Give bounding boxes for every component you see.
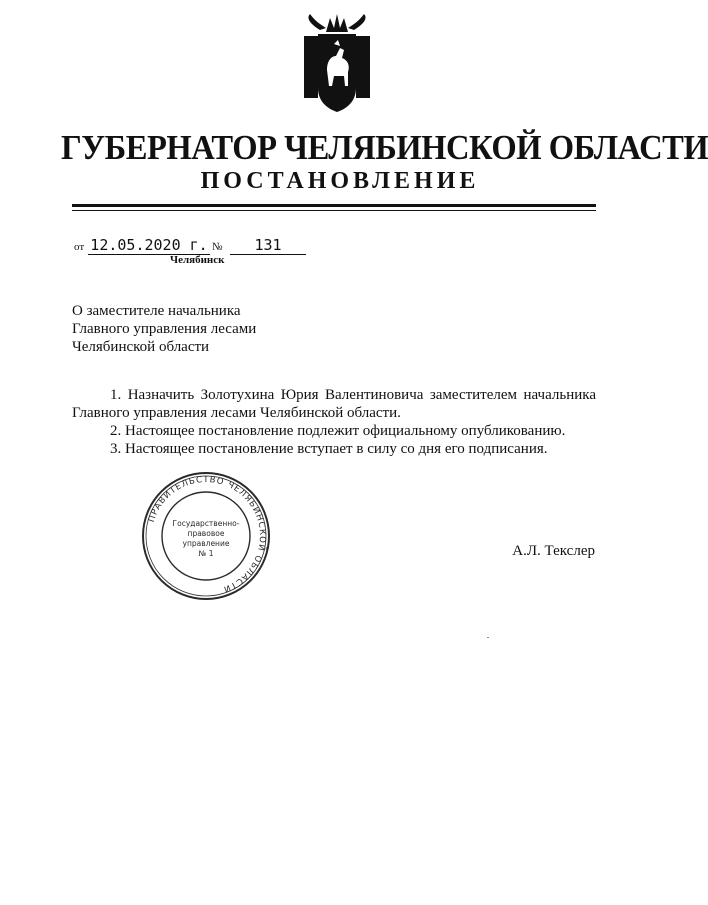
document-subject xyxy=(72,302,256,356)
body-paragraph: 2. Настоящее постановление подлежит официальному опубликованию. xyxy=(110,423,566,439)
stamp-outer-text: ПРАВИТЕЛЬСТВО ЧЕЛЯБИНСКОЙ ОБЛАСТИ xyxy=(146,474,268,595)
registration-line xyxy=(72,236,312,256)
stamp-inner-line: Государственно- xyxy=(172,519,240,528)
city-name: Челябинск xyxy=(170,254,225,266)
stamp-inner-line: № 1 xyxy=(198,549,214,558)
issuer-title: ГУБЕРНАТОР ЧЕЛЯБИНСКОЙ ОБЛАСТИ xyxy=(61,128,708,167)
subject-line: О заместителе начальника xyxy=(72,303,241,319)
subject-line: Челябинской области xyxy=(72,339,210,355)
scan-speck xyxy=(487,637,489,638)
header-divider-thin xyxy=(72,210,596,211)
body-paragraph: 3. Настоящее постановление вступает в силу со дня его подписания. xyxy=(110,441,548,457)
body-paragraph: 1. Назначить Золотухина Юрия Валентиновича заместителем начальника Главного управления лесами Челябинской области. xyxy=(72,387,596,421)
header-divider-thick xyxy=(72,204,596,207)
document-type: ПОСТАНОВЛЕНИЕ xyxy=(200,168,480,194)
signatory-name: А.Л. Текслер xyxy=(512,543,595,559)
coat-of-arms-emblem xyxy=(296,10,378,114)
subject-line: Главного управления лесами xyxy=(72,321,257,337)
number-prefix: № xyxy=(212,241,223,253)
document-date: 12.05.2020 г. xyxy=(88,236,210,255)
document-number: 131 xyxy=(230,236,306,255)
document-body xyxy=(72,386,596,458)
stamp-inner-line: правовое xyxy=(187,529,225,538)
stamp-inner-line: управление xyxy=(182,539,230,548)
date-prefix: от xyxy=(74,241,85,253)
official-stamp xyxy=(140,470,272,602)
